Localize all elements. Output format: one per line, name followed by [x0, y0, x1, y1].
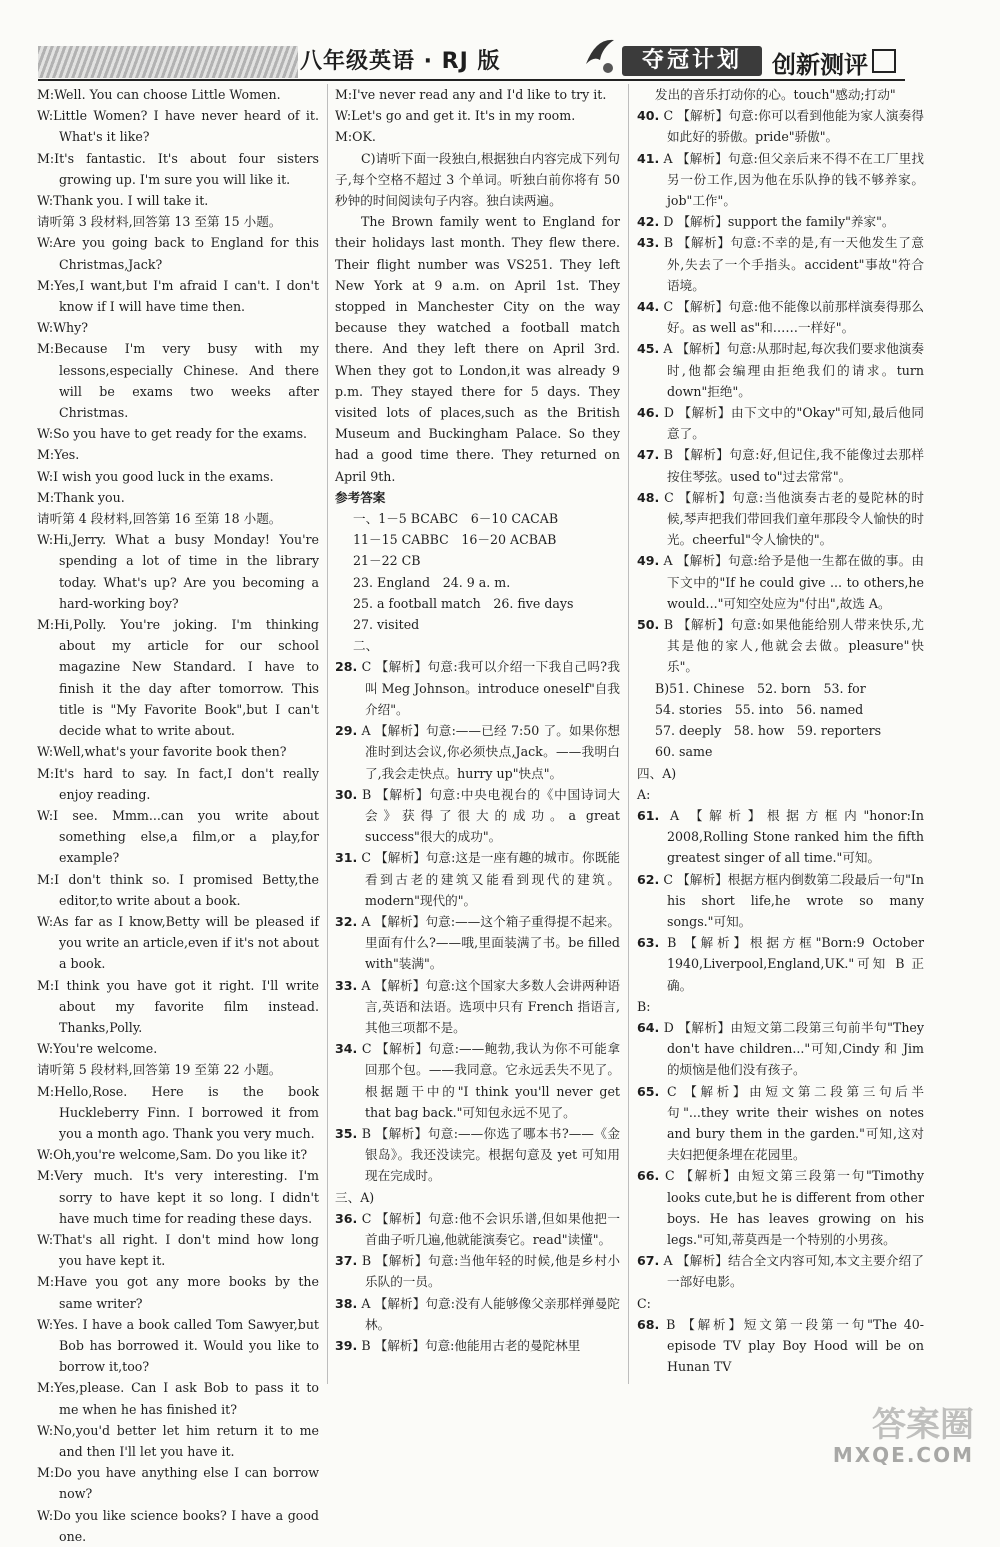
answer-choice: C [665, 1168, 675, 1184]
part-a-label: A: [637, 786, 651, 802]
check-mark-icon [872, 49, 896, 73]
script-line: 请听第 5 段材料,回答第 19 至第 22 小题。 [37, 1062, 282, 1078]
answer-explanation: 【解析】句意:但父亲后来不得不在工厂里找另一份工作,因为他在乐队挣的钱不够养家。job"工作"。 [667, 150, 924, 209]
site-watermark [780, 1397, 980, 1467]
answer-choice: A [663, 1253, 673, 1269]
section-four-title: 四、A) [637, 765, 677, 781]
answer-explanation: 【解析】句意:我可以介绍一下我自己吗?我叫 Meg Johnson。introduce oneself"自我介绍"。 [365, 659, 620, 717]
answer-item [637, 105, 924, 147]
script-line: M:Thank you. [37, 489, 125, 505]
answer-item [335, 720, 620, 784]
answer-explanation: 【解析】句意:当他年轻的时候,他是乡村小乐队的一员。 [365, 1253, 621, 1290]
column-answers-2 [637, 84, 924, 1377]
brand-logo-icon [582, 34, 618, 76]
question-number: 63. [637, 935, 660, 951]
answer-explanation: 【解析】句意:他不会识乐谱,但如果他把一首曲子听几遍,他就能演奏它。read"读懂"。 [365, 1210, 620, 1247]
script-line: 请听第 3 段材料,回答第 13 至第 15 小题。 [37, 214, 282, 230]
script-line: W:Well,what's your favorite book then? [37, 744, 287, 760]
answer-choice: C [361, 1210, 372, 1226]
header-subject: 八年级英语 · RJ 版 [300, 49, 501, 74]
script-line: W:I wish you good luck in the exams. [37, 468, 274, 484]
answer-choice: C [666, 1083, 677, 1099]
answer-item [637, 550, 924, 614]
script-line: M:Have you got any more books by the same writer? [37, 1274, 319, 1311]
continued-text: 发出的音乐打动你的心。touch"感动;打动" [655, 87, 896, 102]
answer-choice: B [663, 617, 674, 633]
answer-item [335, 1038, 620, 1123]
answer-item [637, 1250, 924, 1292]
answer-choice: A [361, 723, 371, 739]
header-rule [38, 79, 905, 81]
answer-key-line: 23. England 24. 9 a. m. [353, 574, 511, 590]
question-number: 45. [637, 341, 660, 357]
question-number: 46. [637, 405, 660, 421]
question-number: 44. [637, 299, 660, 315]
answer-item [637, 869, 924, 933]
answer-choice: C [663, 299, 674, 315]
question-number: 42. [637, 214, 660, 230]
answer-choice: D [663, 1019, 674, 1035]
answer-explanation: 【解析】句意:你可以看到他能为家人演奏得如此好的骄傲。pride"骄傲"。 [667, 108, 924, 145]
answer-choice: A [361, 977, 371, 993]
answer-choice: A [663, 553, 673, 569]
answer-explanation: 【解析】句意:从那时起,每次我们要求他演奏时,他都会编理由拒绝我们的请求。turn down"拒绝"。 [667, 341, 924, 399]
column-divider [327, 84, 328, 1384]
answer-explanation: 【解析】句意:——已经 7:50 了。如果你想准时到达会议,你必须快点,Jack。——我明白了,我会走快点。hurry up"快点"。 [365, 723, 620, 781]
header-brand: 夺冠计划 [622, 46, 762, 76]
answer-item [637, 296, 924, 338]
question-number: 67. [637, 1253, 660, 1269]
answer-item [637, 338, 924, 402]
answer-choice: A [663, 150, 673, 166]
question-number: 30. [335, 786, 358, 802]
answer-choice: D [663, 214, 674, 230]
question-number: 47. [637, 447, 660, 463]
question-number: 38. [335, 1295, 358, 1311]
answer-explanation: 【解析】根据方框内"honor:In 2008,Rolling Stone ranked him the fifth greatest singer of all time."可知。 [667, 807, 924, 866]
answer-explanation: 【解析】结合全文内容可知,本文主要介绍了一部好电影。 [667, 1253, 924, 1290]
question-number: 66. [637, 1168, 660, 1184]
question-number: 29. [335, 723, 358, 739]
answer-explanation: 【解析】句意:——这个箱子重得提不起来。里面有什么?——哦,里面装满了书。be filled with"装满"。 [365, 913, 620, 972]
answer-choice: A [361, 1295, 371, 1311]
question-number: 68. [637, 1316, 660, 1332]
answer-item [637, 1165, 924, 1250]
answer-explanation: 【解析】由短文第三段第一句"Timothy looks cute,but he is different from other boys. He has leaves growing on his legs."可知,蒂莫西是一个特别的小男孩。 [667, 1168, 925, 1247]
answer-explanation: 【解析】短文第一段第一句"The 40-episode TV play Boy Hood will be on Hunan TV [667, 1316, 924, 1375]
question-number: 33. [335, 977, 358, 993]
script-line: 请听第 4 段材料,回答第 16 至第 18 小题。 [37, 511, 282, 527]
answer-choice: B [361, 1125, 372, 1141]
answer-item [335, 911, 620, 975]
answer-item [335, 1250, 620, 1292]
column-answers-1 [335, 84, 620, 1356]
answer-choice: C [361, 659, 372, 675]
script-line: W:Little Women? I have never heard of it. What's it like? [37, 108, 319, 145]
script-line: W:As far as I know,Betty will be pleased if you write an article,even if it's not about a book. [37, 913, 319, 972]
answer-key-line: 25. a football match 26. five days [353, 595, 574, 611]
monologue-passage: The Brown family went to England for their holidays last month. They flew there. Their flight number was VS251. They left New York at 9 a.m. on April 1st. They stopped in Manchester City on the way because they watched a football match there. And they left there on April 3rd. When they got to London,it was already 9 p.m. They stayed there for 5 days. They visited lots of places,such as the British Museum and Buckingham Palace. So they had a good time there. They returned on April 9th. [335, 214, 620, 484]
answer-item [637, 1017, 924, 1081]
answer-key-line: 二、 [353, 638, 379, 654]
answer-key-line: B)51. Chinese 52. born 53. for [655, 680, 866, 696]
answers-title: 参考答案 [335, 489, 386, 505]
answer-choice: B [666, 1316, 676, 1332]
answer-item [335, 656, 620, 720]
answer-explanation: 【解析】句意:没有人能够像父亲那样弹曼陀林。 [365, 1295, 620, 1332]
script-line: M:Yes,I want,but I'm afraid I can't. I don't know if I will have time then. [37, 277, 319, 315]
answer-key-line: 21－22 CB [353, 553, 421, 569]
script-line: M:Hi,Polly. You're joking. I'm thinking about my article for our school magazine New Standard. I have to finish it the day after tomorrow. This title is "My Favorite Book",but I can't decide what to write about. [37, 617, 319, 739]
answer-choice: A [670, 807, 680, 823]
page-header [0, 0, 1000, 82]
answer-choice: B [667, 935, 677, 951]
answer-item [335, 975, 620, 1039]
script-line: W:Hi,Jerry. What a busy Monday! You're spending a lot of time in the library today. What's up? Are you becoming a hard-working boy? [37, 532, 319, 611]
answer-item [637, 444, 924, 486]
header-series: 创新测评 [772, 51, 868, 79]
question-number: 36. [335, 1210, 358, 1226]
answer-item [637, 1314, 924, 1378]
answer-item [335, 847, 620, 911]
question-number: 31. [335, 850, 358, 866]
answer-explanation: 【解析】句意:——你选了哪本书?——《金银岛》。我还没读完。根据句意及 yet 可知用现在完成时。 [365, 1125, 620, 1184]
answer-explanation: 【解析】由短文第二段第三句后半句"...they write their wishes on notes and bury them in the garden."可知,这对夫妇把便条埋在花园里。 [667, 1083, 924, 1163]
answer-choice: A [663, 341, 673, 357]
script-line: M:I think you have got it right. I'll write about my favorite film instead. Thanks,Polly. [37, 977, 319, 1035]
script-line: M:Yes,please. Can I ask Bob to pass it to me when he has finished it? [37, 1380, 319, 1417]
watermark-url: MXQE.COM [832, 1443, 974, 1467]
watermark-logo: 答案圈 [872, 1405, 974, 1445]
answer-key-line: 57. deeply 58. how 59. reporters [655, 723, 882, 739]
script-line: M:I've never read any and I'd like to try it. [335, 87, 607, 102]
section-three-title: 三、A) [335, 1189, 375, 1205]
script-line: W:Why? [37, 320, 89, 336]
answer-item [637, 402, 924, 444]
answer-choice: C [664, 489, 674, 505]
question-number: 40. [637, 108, 660, 124]
answer-explanation: 【解析】句意:他不能像以前那样演奏得那么好。as well as"和……一样好"。 [667, 299, 924, 336]
answer-item [335, 1293, 620, 1335]
answer-explanation: 【解析】句意:给予是他一生都在做的事。由下文中的"If he could give ... to others,he would..."可知空处应为"付出",故选 A。 [667, 553, 924, 611]
part-c-label: C: [637, 1295, 651, 1311]
answer-choice: B [362, 786, 372, 802]
question-number: 28. [335, 659, 358, 675]
answer-item [637, 805, 924, 869]
script-line: M:It's hard to say. In fact,I don't really enjoy reading. [37, 765, 319, 802]
answer-explanation: 【解析】根据方框"Born:9 October 1940,Liverpool,England,UK."可知 B 正确。 [667, 935, 924, 993]
question-number: 37. [335, 1253, 358, 1269]
answer-item [637, 932, 924, 996]
answer-choice: C [361, 1041, 372, 1057]
script-line: W:Do you like science books? I have a good one. [37, 1507, 319, 1544]
answer-item [637, 232, 924, 296]
answer-key-line: 60. same [655, 744, 713, 760]
script-line: W:No,you'd better let him return it to me and then I'll let you have it. [37, 1422, 319, 1459]
answer-explanation: 【解析】句意:好,但记住,我不能像过去那样按住琴弦。used to"过去常常"。 [667, 447, 924, 484]
answer-item [335, 1208, 620, 1250]
answer-item [637, 1081, 924, 1166]
answer-choice: C [663, 108, 674, 124]
answer-key-line: 11－15 CABBC 16－20 ACBAB [353, 532, 557, 548]
answer-explanation: 【解析】句意:中央电视台的《中国诗词大会》获得了很大的成功。a great success"很大的成功"。 [365, 786, 620, 845]
answer-explanation: 【解析】句意:——鲍勃,我认为你不可能拿回那个包。——我同意。它永远丢失不见了。根据题干中的"I think you'll never get that bag back."可知包永远不见了。 [365, 1041, 620, 1120]
script-line: M:Do you have anything else I can borrow now? [37, 1465, 319, 1502]
answer-item [335, 1335, 620, 1356]
question-number: 35. [335, 1125, 358, 1141]
answer-choice: B [663, 235, 674, 251]
answer-item [637, 614, 924, 678]
answer-explanation: 【解析】由下文中的"Okay"可知,最后他同意了。 [667, 405, 924, 442]
script-line: W:Let's go and get it. It's in my room. [335, 108, 576, 124]
part-b-label: B: [637, 998, 651, 1014]
header-decoration-strip [38, 46, 298, 78]
answer-choice: A [361, 913, 371, 929]
script-line: M:It's fantastic. It's about four sisters growing up. I'm sure you will like it. [37, 150, 319, 187]
question-number: 49. [637, 553, 660, 569]
answer-explanation: 【解析】句意:当他演奏古老的曼陀林的时候,琴声把我们带回我们童年那段令人愉快的时光。cheerful"令人愉快的"。 [667, 489, 924, 548]
answer-choice: D [663, 405, 674, 421]
column-listening-script [37, 84, 319, 1547]
answer-item [637, 211, 924, 232]
script-line: M:Very much. It's very interesting. I'm sorry to have kept it so long. I didn't have much time for reading these days. [37, 1168, 319, 1226]
answer-choice: B [663, 447, 673, 463]
answer-explanation: 【解析】句意:如果他能给别人带来快乐,尤其是他的家人,他就会去做。pleasure"快乐"。 [667, 617, 924, 675]
question-number: 64. [637, 1019, 660, 1035]
script-line: W:Are you going back to England for this Christmas,Jack? [37, 235, 319, 272]
script-line: W:That's all right. I don't mind how long you have kept it. [37, 1231, 319, 1269]
question-number: 39. [335, 1337, 358, 1353]
script-line: W:Thank you. I will take it. [37, 193, 209, 209]
answer-explanation: 【解析】由短文第二段第三句前半句"They don't have children..."可知,Cindy 和 Jim 的烦恼是他们没有孩子。 [667, 1019, 924, 1078]
question-number: 34. [335, 1041, 358, 1057]
answer-item [335, 784, 620, 848]
section-c-instruction: C)请听下面一段独白,根据独白内容完成下列句子,每个空格不超过 3 个单词。听独白前你将有 50 秒钟的时间阅读句子内容。独白读两遍。 [335, 150, 620, 209]
answer-explanation: 【解析】句意:这个国家大多数人会讲两种语言,英语和法语。选项中只有 French 指语言,其他三项都不是。 [365, 977, 620, 1035]
answer-choice: B [361, 1337, 371, 1353]
question-number: 43. [637, 235, 660, 251]
script-line: M:Yes. [37, 447, 80, 463]
question-number: 48. [637, 489, 660, 505]
script-line: M:Well. You can choose Little Women. [37, 87, 281, 102]
script-line: W:Yes. I have a book called Tom Sawyer,but Bob has borrowed it. Would you like to borrow it,too? [37, 1316, 319, 1375]
answer-item [637, 148, 924, 212]
answer-explanation: 【解析】根据方框内倒数第二段最后一句"In his short life,he wrote so many songs."可知。 [667, 871, 924, 929]
column-divider [628, 84, 629, 1384]
answer-explanation: 【解析】句意:他能用古老的曼陀林里 [374, 1337, 581, 1353]
question-number: 61. [637, 807, 660, 823]
answer-choice: C [663, 871, 674, 887]
script-line: W:You're welcome. [37, 1041, 158, 1057]
answer-key-line: 一、1－5 BCABC 6－10 CACAB [353, 511, 559, 527]
answer-key-line: 54. stories 55. into 56. named [655, 701, 864, 717]
script-line: M:OK. [335, 129, 376, 145]
script-line: M:Hello,Rose. Here is the book Huckleberry Finn. I borrowed it from you a month ago. Thank you very much. [37, 1083, 319, 1141]
answer-item [335, 1123, 620, 1187]
answer-item [637, 487, 924, 551]
question-number: 50. [637, 617, 660, 633]
script-line: M:Because I'm very busy with my lessons,especially Chinese. And there will be exams two weeks after Christmas. [37, 341, 319, 421]
answer-choice: C [361, 850, 372, 866]
answer-explanation: 【解析】support the family"养家"。 [677, 214, 895, 230]
answer-key-line: 27. visited [353, 617, 420, 633]
question-number: 62. [637, 871, 660, 887]
question-number: 65. [637, 1083, 660, 1099]
script-line: M:I don't think so. I promised Betty,the editor,to write about a book. [37, 871, 319, 908]
script-line: W:I see. Mmm...can you write about something else,a film,or a play,for example? [37, 807, 319, 866]
answer-explanation: 【解析】句意:不幸的是,有一天他发生了意外,失去了一个手指头。accident"事故"符合语境。 [667, 235, 924, 293]
question-number: 41. [637, 150, 660, 166]
question-number: 32. [335, 913, 358, 929]
answer-explanation: 【解析】句意:这是一座有趣的城市。你既能看到古老的建筑又能看到现代的建筑。modern"现代的"。 [365, 850, 620, 908]
answer-choice: B [361, 1253, 372, 1269]
script-line: W:So you have to get ready for the exams. [37, 426, 308, 442]
script-line: W:Oh,you're welcome,Sam. Do you like it? [37, 1147, 308, 1163]
